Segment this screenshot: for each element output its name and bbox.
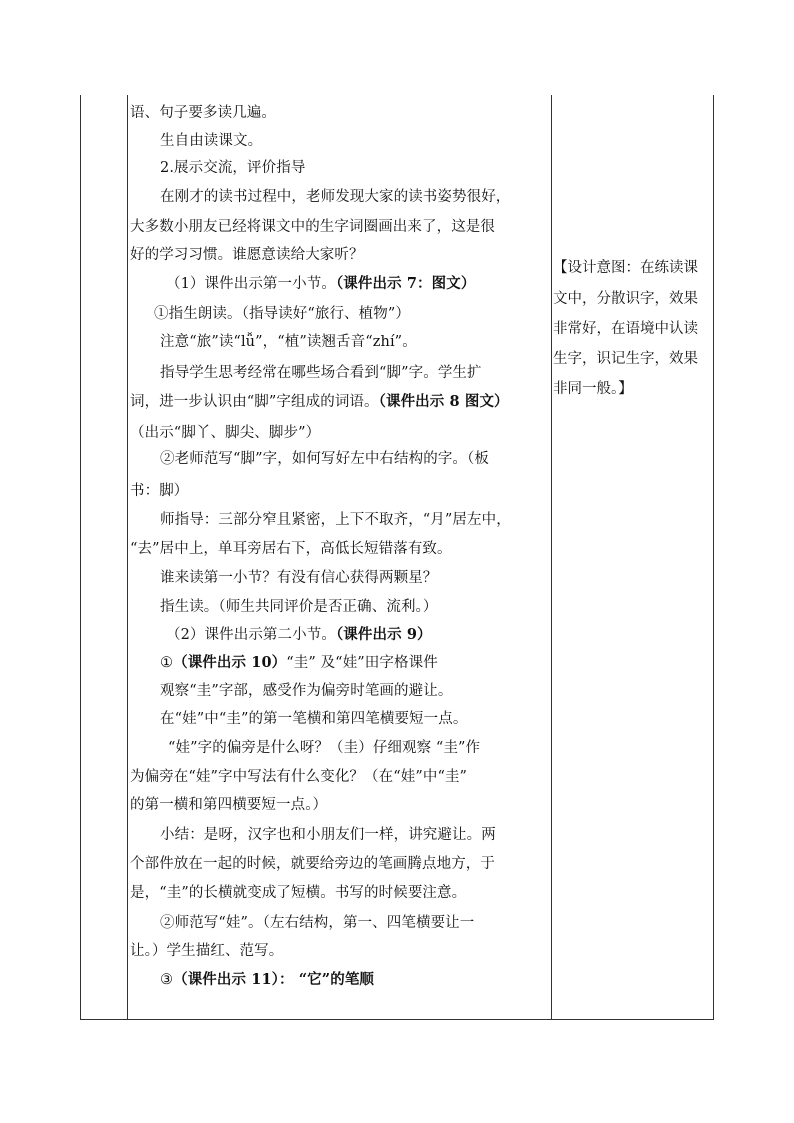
text-segment: 的第一横和第四横要短一点。） — [130, 797, 328, 813]
text-segment: ① — [160, 655, 174, 671]
text-segment: 语、句子要多读几遍。 — [130, 105, 276, 121]
content-line — [160, 184, 510, 210]
content-line — [168, 735, 480, 761]
content-line — [130, 880, 466, 906]
content-line — [160, 155, 305, 181]
content-line — [130, 242, 364, 268]
text-segment: （出示“脚丫、脚尖、脚步”） — [130, 425, 321, 441]
content-line — [160, 678, 452, 704]
text-segment: 师指导：三部分窄且紧密，上下不取齐，“月”居左中， — [160, 512, 511, 528]
content-line — [160, 594, 438, 620]
text-segment: 词，进一步认识由“脚”字组成的词语。 — [130, 394, 379, 410]
content-line — [130, 851, 495, 877]
content-line — [160, 967, 374, 993]
content-line — [160, 565, 437, 591]
content-line — [130, 764, 467, 790]
bold-text-segment: （课件出示 11）： “它”的笔顺 — [173, 971, 375, 988]
content-line — [130, 536, 452, 562]
text-segment: 小结：是呀，汉字也和小朋友们一样，讲究避让。两 — [160, 827, 496, 843]
text-segment: “娃”字的偏旁是什么呀？（圭）仔细观察 “圭”作 — [168, 740, 481, 756]
text-segment: ①指生朗读。（指导读好“旅行、植物”） — [154, 306, 410, 322]
content-line — [130, 938, 283, 964]
text-segment: 指导学生思考经常在哪些场合看到“脚”字。学生扩 — [160, 365, 482, 381]
content-line — [130, 214, 495, 240]
text-segment: 大多数小朋友已经将课文中的生字词圈画出来了，这是很 — [130, 219, 495, 235]
content-line — [160, 360, 482, 386]
text-segment: ③ — [160, 972, 174, 988]
content-line — [130, 478, 188, 504]
content-line — [130, 792, 327, 818]
design-intent-line: 文中，分散识字，效果 — [553, 291, 698, 307]
content-line — [166, 622, 432, 648]
text-segment: 书：脚） — [130, 483, 189, 499]
content-line — [160, 706, 467, 732]
text-segment: 为偏旁在“娃”字中写法有什么变化？（在“娃”中“圭” — [130, 769, 468, 785]
text-segment: 让。）学生描红、范写。 — [130, 943, 284, 959]
text-segment: （1）课件出示第一小节。 — [166, 276, 336, 292]
content-line — [160, 128, 262, 154]
content-line — [130, 389, 509, 415]
text-segment: “圭” 及“娃”田字格课件 — [286, 655, 438, 671]
text-segment: “去”居中上，单耳旁居右下，高低长短错落有致。 — [130, 541, 452, 557]
content-line — [160, 507, 511, 533]
text-segment: 在刚才的读书过程中，老师发现大家的读书姿势很好， — [160, 189, 511, 205]
text-segment: ②老师范写“脚”字，如何写好左中右结构的字。（板 — [160, 451, 489, 467]
content-line — [160, 822, 496, 848]
content-line — [160, 446, 489, 472]
table-border-left — [80, 95, 81, 1019]
table-border-bottom — [80, 1019, 714, 1020]
text-segment: 指生读。（师生共同评价是否正确、流利。） — [160, 599, 438, 615]
text-segment: 生自由读课文。 — [160, 133, 263, 149]
text-segment: 2.展示交流，评价指导 — [160, 160, 306, 176]
design-intent-line: 非常好，在语境中认读 — [553, 321, 698, 337]
content-line — [160, 650, 438, 676]
text-segment: 观察“圭”字部，感受作为偏旁时笔画的避让。 — [160, 683, 453, 699]
text-segment: ②师范写“娃”。（左右结构，第一、四笔横要让一 — [160, 915, 475, 931]
text-segment: 个部件放在一起的时候，就要给旁边的笔画腾点地方，于 — [130, 856, 495, 872]
table-border-col1 — [127, 95, 128, 1019]
text-segment: （2）课件出示第二小节。 — [166, 627, 336, 643]
bold-text-segment: （课件出示 10） — [173, 654, 287, 671]
text-segment: 注意“旅”读“lǚ”，“植”读翘舌音“zhí”。 — [160, 334, 417, 350]
text-segment: 是，“圭”的长横就变成了短横。书写的时候要注意。 — [130, 885, 467, 901]
design-intent-line: 非同一般。】 — [553, 381, 633, 397]
content-line — [130, 100, 276, 126]
design-intent-line: 生字，识记生字，效果 — [553, 351, 698, 367]
content-line — [166, 271, 475, 297]
content-line — [160, 329, 417, 355]
bold-text-segment: （课件出示 7：图文） — [335, 275, 476, 292]
text-segment: 谁来读第一小节？有没有信心获得两颗星？ — [160, 570, 438, 586]
text-segment: 好的学习习惯。谁愿意读给大家听？ — [130, 247, 364, 263]
table-border-right — [713, 95, 714, 1019]
content-line — [154, 301, 410, 327]
table-border-col2 — [551, 95, 552, 1019]
design-intent-line: 【设计意图：在练读课 — [553, 260, 698, 276]
bold-text-segment: （课件出示 8 图文） — [378, 393, 509, 410]
bold-text-segment: （课件出示 9） — [335, 626, 432, 643]
content-line — [160, 910, 474, 936]
text-segment: 在“娃”中“圭”的第一笔横和第四笔横要短一点。 — [160, 711, 468, 727]
content-line — [130, 420, 320, 446]
